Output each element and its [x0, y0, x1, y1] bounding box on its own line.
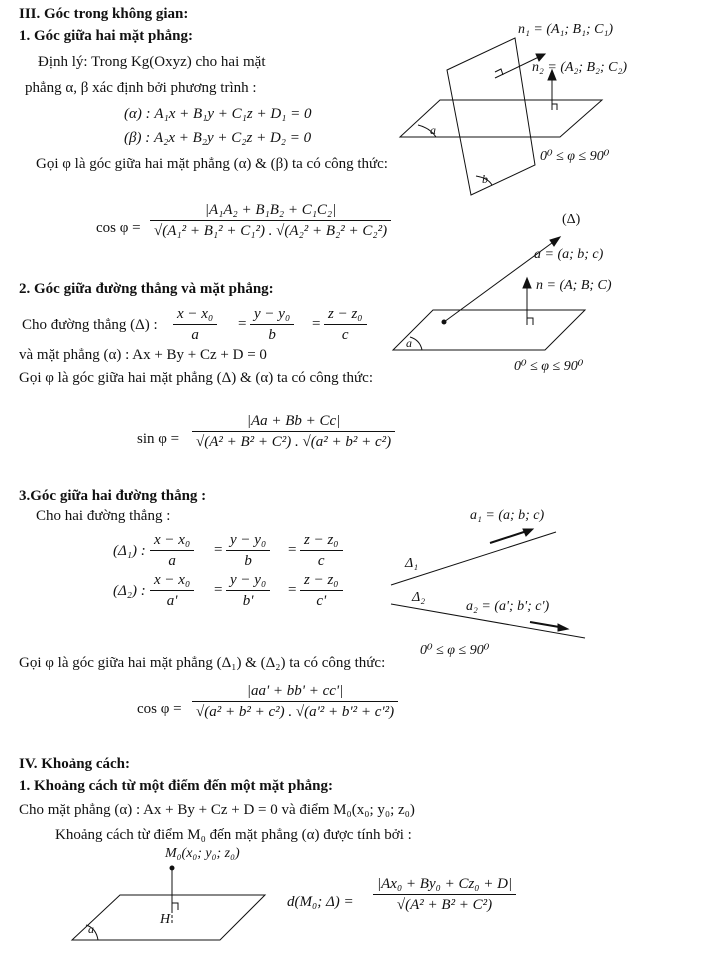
- a1-vector-label: a₁ = (a; b; c): [470, 508, 545, 523]
- cos-numerator-3: |aa' + bb' + cc'|: [246, 683, 344, 699]
- cos-lhs-1: cos φ =: [96, 220, 141, 236]
- delta2-figure-label: Δ₂: [412, 590, 426, 605]
- delta1-figure-label: Δ₁: [405, 556, 419, 571]
- call-phi-text-1: Gọi φ là góc giữa hai mặt phẳng (α) & (β) ta có công thức:: [36, 156, 388, 172]
- cos-fraction-3: [192, 681, 398, 722]
- beta-equation: (β) : A₂x + B₂y + C₂z + D₂ = 0: [124, 130, 312, 146]
- n1-vector-label: n₁ = (A₁; B₁; C₁): [518, 22, 614, 37]
- plane-alpha: [393, 310, 585, 350]
- angle-label-a2: a: [406, 336, 412, 350]
- frac-y-num: y − y₀: [254, 306, 291, 322]
- distance-denominator: √(A² + B² + C²): [396, 897, 493, 913]
- intersection-point: [442, 320, 446, 324]
- alpha-equation: (α) : A₁x + B₁y + C₁z + D₁ = 0: [124, 106, 312, 122]
- m0-point-label: M₀(x₀; y₀; z₀): [165, 846, 240, 861]
- cos-denominator-3: √(a² + b² + c²) . √(a'² + b'² + c'²): [196, 704, 395, 720]
- right-angle-mark-1: [495, 69, 503, 75]
- d1-frac-z-num: z − z₀: [304, 532, 339, 548]
- d2-frac-z: [300, 570, 343, 611]
- delta1-label-eq: (Δ₁) :: [113, 543, 146, 559]
- delta-label: (Δ): [562, 212, 581, 227]
- cos-numerator-1: |A₁A₂ + B₁B₂ + C₁C₂|: [204, 202, 337, 218]
- two-lines-figure: [391, 529, 585, 638]
- sin-numerator: |Aa + Bb + Cc|: [246, 413, 341, 429]
- line-frac-z: [324, 304, 367, 345]
- d1-frac-x: [150, 530, 194, 571]
- a2-arrowhead: [558, 624, 568, 631]
- frac-y-den: b: [268, 327, 276, 343]
- d2-frac-x-num: x − x₀: [154, 572, 191, 588]
- frac-z-num: z − z₀: [328, 306, 363, 322]
- sub-heading-point-plane: 1. Khoảng cách từ một điểm đến một mặt phẳng:: [19, 778, 334, 794]
- sin-fraction: [192, 411, 395, 452]
- d1-frac-y-den: b: [244, 553, 252, 569]
- range-label-1: 0⁰ ≤ φ ≤ 90⁰: [540, 149, 610, 164]
- theorem-text: Định lý: Trong Kg(Oxyz) cho hai mặt: [38, 54, 266, 70]
- h-point-label: H: [160, 912, 171, 927]
- frac-x-num: x − x₀: [177, 306, 214, 322]
- distance-numerator: |Ax₀ + By₀ + Cz₀ + D|: [377, 876, 513, 892]
- angle-label-b: b: [482, 172, 488, 186]
- call-phi-text-2: Gọi φ là góc giữa hai mặt phẳng (Δ) & (α) ta có công thức:: [19, 370, 373, 386]
- call-phi-text-3: Gọi φ là góc giữa hai mặt phẳng (Δ₁) & (Δ₂) ta có công thức:: [19, 655, 386, 671]
- planes-defined-text: phẳng α, β xác định bởi phương trình :: [25, 80, 257, 96]
- equals-sign: =: [238, 316, 247, 332]
- range-label-2: 0⁰ ≤ φ ≤ 90⁰: [514, 359, 584, 374]
- sin-lhs: sin φ =: [137, 431, 180, 447]
- d2-frac-z-den: c': [316, 593, 327, 609]
- d2-frac-y-num: y − y₀: [230, 572, 267, 588]
- sub-heading-two-lines: 3.Góc giữa hai đường thẳng :: [19, 488, 207, 504]
- cos-lhs-3: cos φ =: [137, 701, 182, 717]
- n-vector-label: n = (A; B; C): [536, 278, 612, 293]
- angle-label-a: a: [430, 123, 436, 137]
- equals-sign: =: [288, 582, 297, 598]
- plane-equation-text: và mặt phẳng (α) : Ax + By + Cz + D = 0: [19, 347, 267, 363]
- n2-vector-label: n₂ = (A₂; B₂; C₂): [532, 60, 628, 75]
- equals-sign: =: [288, 542, 297, 558]
- frac-z-den: c: [341, 327, 349, 343]
- point-plane-figure: [72, 866, 265, 940]
- section-heading-distance: IV. Khoảng cách:: [19, 756, 130, 772]
- right-angle-mark-2: [552, 104, 557, 110]
- sub-heading-plane-angle: 1. Góc giữa hai mặt phẳng:: [19, 28, 194, 44]
- cos-denominator-1: √(A₁² + B₁² + C₁²) . √(A₂² + B₂² + C₂²): [154, 223, 388, 239]
- right-angle-mark-3: [527, 318, 533, 325]
- distance-lhs: d(M₀; Δ) =: [287, 894, 354, 910]
- d2-frac-y-den: b': [242, 593, 254, 609]
- sin-denominator: √(A² + B² + C²) . √(a² + b² + c²): [196, 434, 392, 450]
- equals-sign: =: [214, 582, 223, 598]
- point-m0: [170, 866, 174, 870]
- d2-frac-x: [150, 570, 194, 611]
- n-arrowhead: [523, 278, 531, 288]
- d1-frac-z-den: c: [317, 553, 325, 569]
- delta-arrowhead: [550, 237, 560, 246]
- a1-arrowhead: [523, 529, 533, 536]
- sub-heading-line-plane: 2. Góc giữa đường thẳng và mặt phẳng:: [19, 281, 274, 297]
- a-vector-label: a = (a; b; c): [534, 247, 604, 262]
- d2-frac-z-num: z − z₀: [304, 572, 339, 588]
- d1-frac-x-num: x − x₀: [154, 532, 191, 548]
- line-frac-y: [250, 304, 294, 345]
- d1-frac-y-num: y − y₀: [230, 532, 267, 548]
- right-angle-mark-4: [172, 903, 178, 910]
- d1-frac-z: [300, 530, 343, 571]
- equals-sign: =: [214, 542, 223, 558]
- section-heading-angles: III. Góc trong không gian:: [19, 6, 189, 22]
- angle-label-a3: a: [88, 922, 94, 936]
- range-label-3: 0⁰ ≤ φ ≤ 90⁰: [420, 643, 490, 658]
- distance-fraction: [373, 874, 516, 915]
- a2-vector-label: a₂ = (a'; b'; c'): [466, 599, 550, 614]
- frac-x-den: a: [191, 327, 199, 343]
- tilted-plane: [447, 38, 535, 195]
- distance-computed-text: Khoảng cách từ điểm M₀ đến mặt phẳng (α) được tính bởi :: [55, 827, 412, 843]
- delta2-label-eq: (Δ₂) :: [113, 583, 146, 599]
- line-frac-x: [173, 304, 217, 345]
- line-intro-text: Cho đường thẳng (Δ) :: [22, 317, 158, 333]
- d1-frac-x-den: a: [168, 553, 176, 569]
- cos-fraction-1: [150, 200, 391, 241]
- d1-frac-y: [226, 530, 270, 571]
- d2-frac-x-den: a': [166, 593, 178, 609]
- two-lines-intro: Cho hai đường thẳng :: [36, 508, 171, 524]
- equals-sign: =: [312, 316, 321, 332]
- d2-frac-y: [226, 570, 270, 611]
- given-plane-point: Cho mặt phẳng (α) : Ax + By + Cz + D = 0 và điểm M₀(x₀; y₀; z₀): [19, 802, 415, 818]
